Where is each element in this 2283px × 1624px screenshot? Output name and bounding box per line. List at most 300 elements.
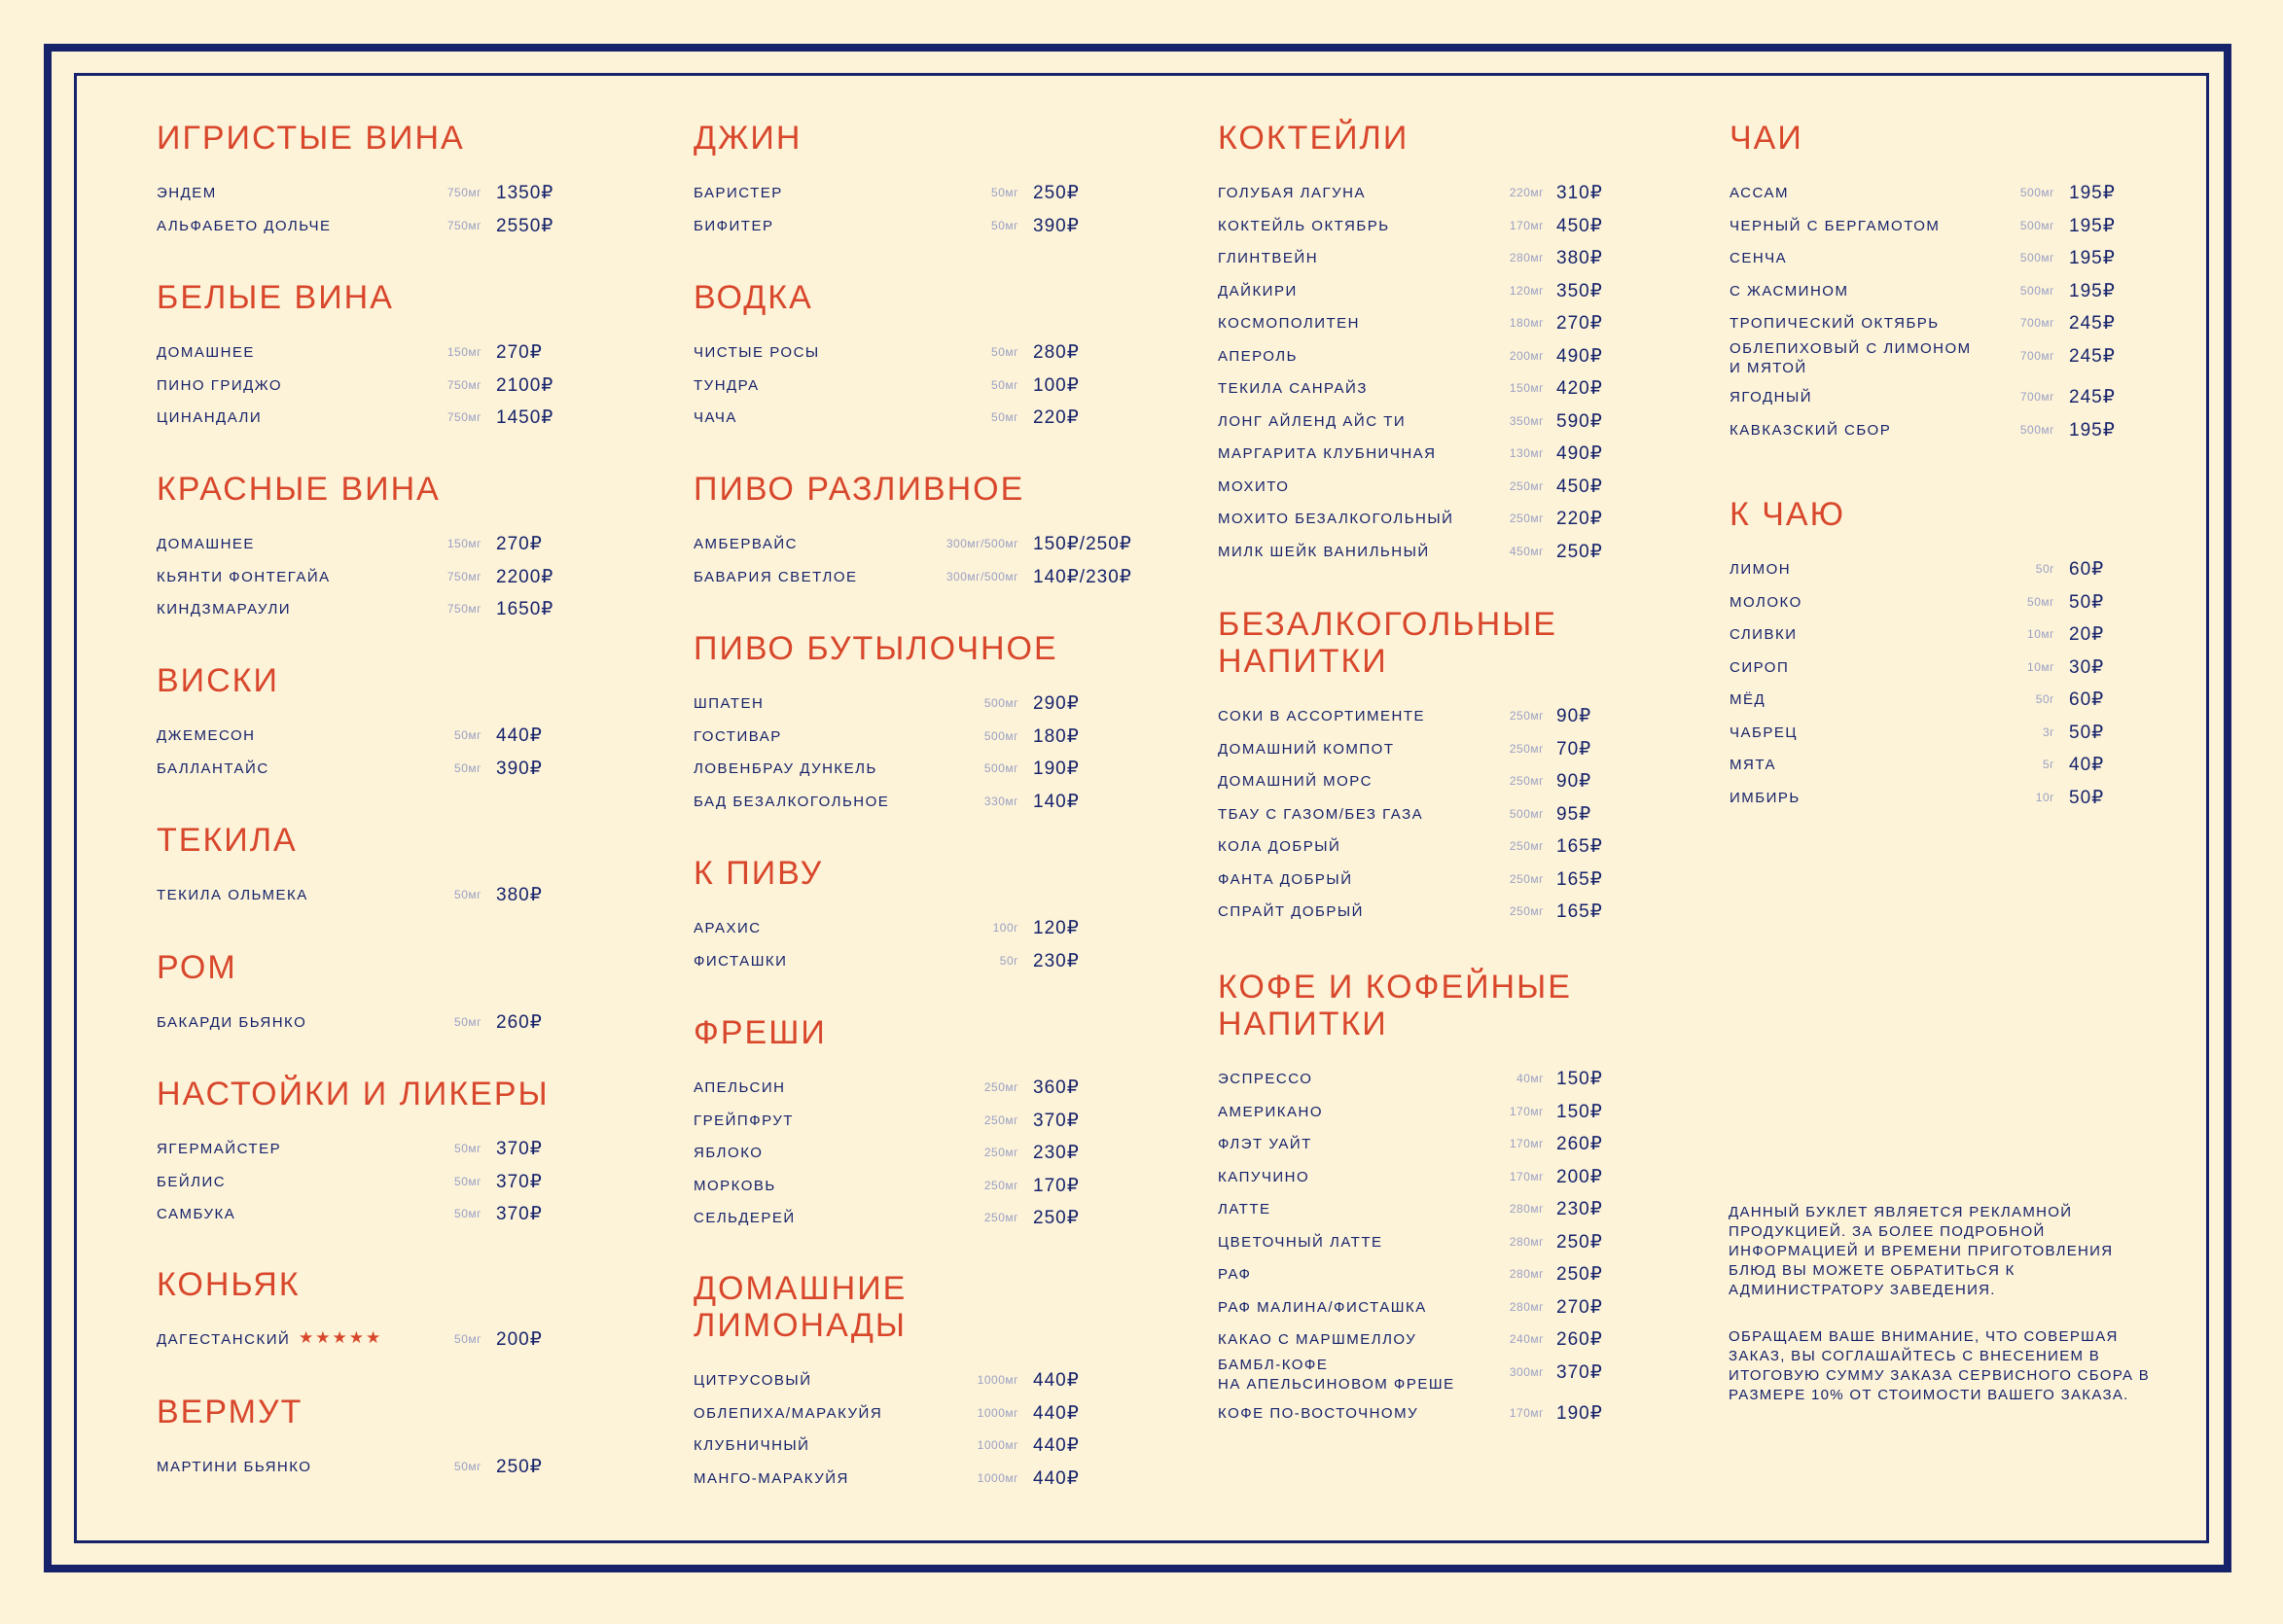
item-name: ЦИТРУСОВЫЙ (694, 1372, 812, 1389)
item-volume: 700мг (2019, 348, 2054, 363)
section-title (1730, 120, 1803, 157)
item-name: КАКАО С МАРШМЕЛЛОУ (1218, 1331, 1417, 1348)
item-volume: 50мг (991, 218, 1018, 232)
section-title (1218, 969, 1572, 1042)
item-price: 2100₽ (496, 374, 554, 396)
item-price: 450₽ (1556, 476, 1603, 497)
item-volume: 10г (2035, 790, 2054, 804)
item-price: 90₽ (1556, 771, 1592, 792)
item-name: СЛИВКИ (1730, 626, 1798, 643)
item-price: 390₽ (496, 758, 543, 779)
item-price: 50₽ (2069, 787, 2105, 808)
item-price: 450₽ (1556, 215, 1603, 236)
item-name: КОФЕ ПО-ВОСТОЧНОМУ (1218, 1405, 1419, 1422)
section-title-line: ДЖИН (694, 120, 803, 157)
item-volume: 450мг (1509, 544, 1544, 558)
item-volume: 250мг (983, 1112, 1018, 1127)
item-name: МОХИТО (1218, 477, 1290, 495)
item-volume: 750мг (446, 410, 482, 424)
item-price: 140₽ (1033, 791, 1080, 812)
item-price: 440₽ (1033, 1370, 1080, 1391)
item-price: 165₽ (1556, 868, 1603, 890)
section-title (157, 1076, 550, 1112)
item-volume: 50мг (454, 1207, 482, 1220)
item-volume: 50мг (991, 186, 1018, 199)
item-volume: 3г (2042, 724, 2054, 739)
item-volume: 300мг/500мг (945, 569, 1018, 583)
section-title (1218, 606, 1557, 680)
item-price: 370₽ (496, 1139, 543, 1159)
item-volume: 500мг (2019, 422, 2054, 437)
section-title-line: БЕЛЫЕ ВИНА (157, 279, 394, 316)
item-name: МОХИТО БЕЗАЛКОГОЛЬНЫЙ (1218, 511, 1454, 527)
item-price: 230₽ (1033, 1143, 1080, 1163)
item-price: 380₽ (1556, 248, 1603, 268)
item-volume: 50г (2035, 692, 2054, 706)
item-name: АРАХИС (694, 920, 762, 936)
item-volume: 750мг (446, 569, 482, 583)
item-price: 1650₽ (496, 599, 554, 619)
section-title-line: ФРЕШИ (694, 1014, 827, 1051)
item-volume: 150мг (446, 537, 482, 550)
ad-disclaimer-note: ДАННЫЙ БУКЛЕТ ЯВЛЯЕТСЯ РЕКЛАМНОЙ ПРОДУКЦИЕЙ. ЗА БОЛЕЕ ПОДРОБНОЙ ИНФОРМАЦИЕЙ И ВРЕМЕНИ ПРИГОТОВЛЕНИЯ БЛЮД ВЫ МОЖЕТЕ ОБРАТИТЬСЯ К АДМИНИСТРАТОРУ ЗАВЕДЕНИЯ. (1729, 1204, 2114, 1298)
section-title-line: НАСТОЙКИ И ЛИКЕРЫ (157, 1076, 550, 1112)
item-volume: 250мг (1509, 871, 1544, 886)
section-title (694, 279, 813, 316)
item-name: АПЕРОЛЬ (1218, 347, 1298, 365)
item-volume: 250мг (983, 1146, 1018, 1159)
item-volume: 50мг (454, 888, 482, 901)
item-price: 165₽ (1556, 836, 1603, 857)
section-title-line: КОНЬЯК (157, 1266, 301, 1303)
item-price: 370₽ (496, 1171, 543, 1192)
item-volume: 50мг (454, 1460, 482, 1473)
item-name: ЛИМОН (1730, 561, 1792, 578)
section-title-line: ВЕРМУТ (157, 1394, 303, 1430)
section-title-line: ТЕКИЛА (157, 822, 298, 859)
item-volume: 250мг (1509, 709, 1544, 723)
item-name: ТУНДРА (694, 376, 760, 394)
item-volume: 250мг (1509, 839, 1544, 853)
item-name: МОЛОКО (1730, 593, 1802, 611)
item-volume: 500мг (2019, 218, 2054, 232)
item-volume: 250мг (983, 1211, 1018, 1224)
section-title-line: КОФЕ И КОФЕЙНЫЕ (1218, 969, 1572, 1006)
item-volume: 100г (992, 921, 1018, 935)
item-price: 245₽ (2069, 345, 2116, 367)
item-price: 440₽ (1033, 1467, 1080, 1489)
item-volume: 170мг (1509, 1137, 1544, 1150)
section-title-line: К ПИВУ (694, 855, 824, 892)
item-name: ДОМАШНИЙ КОМПОТ (1218, 740, 1395, 758)
section-title (1218, 120, 1409, 157)
item-name: КОКТЕЙЛЬ ОКТЯБРЬ (1218, 217, 1390, 234)
item-name: АМЕРИКАНО (1218, 1103, 1324, 1120)
item-name: ЯБЛОКО (694, 1145, 764, 1161)
item-volume: 5г (2042, 758, 2054, 771)
item-volume: 170мг (1509, 1169, 1544, 1183)
item-price: 200₽ (496, 1329, 543, 1350)
item-volume: 500мг (2019, 283, 2054, 298)
section-title-line: КОКТЕЙЛИ (1218, 120, 1409, 157)
item-name: МЯТА (1730, 757, 1776, 773)
item-price: 1350₽ (496, 183, 554, 203)
item-name: ДОМАШНЕЕ (157, 536, 255, 552)
item-price: 245₽ (2069, 313, 2116, 334)
item-volume: 50мг (2027, 594, 2054, 609)
item-price: 170₽ (1033, 1175, 1080, 1196)
item-name: ЯГОДНЫЙ (1730, 389, 1813, 406)
item-price: 190₽ (1033, 759, 1080, 779)
item-name: БИФИТЕР (694, 217, 774, 234)
item-volume: 750мг (446, 186, 482, 199)
item-volume: 750мг (446, 377, 482, 392)
item-name: ЦИНАНДАЛИ (157, 409, 263, 426)
item-volume: 300мг/500мг (945, 537, 1018, 550)
item-name: ЧАЧА (694, 409, 737, 426)
item-price: 490₽ (1556, 345, 1603, 367)
item-price: 290₽ (1033, 693, 1080, 714)
item-name: КЛУБНИЧНЫЙ (694, 1437, 810, 1454)
item-volume: 250мг (1509, 904, 1544, 918)
item-price: 380₽ (496, 885, 543, 905)
item-volume: 500мг (2019, 186, 2054, 199)
item-name: КИНДЗМАРАУЛИ (157, 601, 292, 618)
item-volume: 170мг (1509, 218, 1544, 232)
item-name: СПРАЙТ ДОБРЫЙ (1218, 903, 1364, 920)
item-price: 165₽ (1556, 901, 1603, 922)
item-price: 440₽ (1033, 1435, 1080, 1456)
service-fee-note: ОБРАЩАЕМ ВАШЕ ВНИМАНИЕ, ЧТО СОВЕРШАЯ ЗАКАЗ, ВЫ СОГЛАШАЙТЕСЬ С ВНЕСЕНИЕМ В ИТОГОВУЮ СУММУ ЗАКАЗА СЕРВИСНОГО СБОРА В РАЗМЕРЕ 10% ОТ СТОИМОСТИ ВАШЕГО ЗАКАЗА. (1729, 1328, 2151, 1403)
item-name: ШПАТЕН (694, 695, 765, 712)
item-price: 250₽ (1033, 183, 1080, 203)
item-volume: 220мг (1509, 186, 1544, 199)
item-volume: 500мг (2019, 251, 2054, 265)
item-name: ДОМАШНИЙ МОРС (1218, 773, 1373, 790)
section-title (694, 120, 802, 157)
item-price: 440₽ (496, 725, 543, 746)
item-volume: 50мг (991, 410, 1018, 424)
item-name: КАПУЧИНО (1218, 1168, 1310, 1185)
section-title-line: НАПИТКИ (1218, 643, 1388, 680)
section-title-line: ИГРИСТЫЕ ВИНА (157, 120, 465, 157)
item-volume: 700мг (2019, 316, 2054, 330)
section-title (694, 855, 823, 892)
item-name: ИМБИРЬ (1730, 789, 1801, 806)
item-price: 220₽ (1556, 509, 1603, 529)
item-volume: 500мг (983, 761, 1018, 775)
item-name: ЧИСТЫЕ РОСЫ (694, 344, 820, 361)
item-volume: 300мг (1509, 1364, 1544, 1379)
item-price: 1450₽ (496, 407, 554, 428)
item-volume: 250мг (1509, 741, 1544, 756)
item-price: 590₽ (1556, 410, 1603, 432)
item-price: 2550₽ (496, 215, 554, 236)
item-name: РАФ (1218, 1266, 1252, 1283)
item-price: 100₽ (1033, 374, 1080, 396)
item-name: АПЕЛЬСИН (694, 1079, 786, 1096)
item-price: 350₽ (1556, 280, 1603, 301)
item-volume: 130мг (1509, 446, 1544, 460)
item-volume: 200мг (1509, 348, 1544, 363)
section-title-line: ВОДКА (694, 279, 813, 316)
section-title (694, 471, 1024, 508)
item-volume: 1000мг (977, 1405, 1018, 1420)
item-name: ЛОВЕНБРАУ ДУНКЕЛЬ (694, 760, 877, 777)
item-volume: 350мг (1509, 413, 1544, 428)
item-volume: 250мг (1509, 478, 1544, 493)
section-title-line: ДОМАШНИЕ (694, 1270, 908, 1307)
section-title-line: К ЧАЮ (1730, 496, 1845, 533)
section-title-line: НАПИТКИ (1218, 1006, 1388, 1042)
item-price: 60₽ (2069, 689, 2105, 710)
section-title-line: КРАСНЫЕ ВИНА (157, 471, 441, 508)
section-title-line: ПИВО РАЗЛИВНОЕ (694, 471, 1025, 508)
item-price: 370₽ (496, 1204, 543, 1224)
item-volume: 150мг (1509, 381, 1544, 395)
item-name: БАД БЕЗАЛКОГОЛЬНОЕ (694, 793, 890, 810)
item-price: 270₽ (496, 534, 543, 554)
item-name: МАНГО-МАРАКУЙЯ (694, 1469, 849, 1487)
item-volume: 250мг (983, 1080, 1018, 1094)
item-volume: 500мг (983, 696, 1018, 710)
item-name: ГЛИНТВЕЙН (1218, 250, 1319, 266)
item-price: 370₽ (1556, 1361, 1603, 1383)
item-price: 390₽ (1033, 215, 1080, 236)
item-name: ЭСПРЕССО (1218, 1071, 1313, 1087)
item-volume: 500мг (1509, 806, 1544, 821)
item-name: КОЛА ДОБРЫЙ (1218, 838, 1341, 855)
item-volume: 1000мг (977, 1373, 1018, 1387)
item-volume: 50мг (454, 1015, 482, 1029)
item-price: 260₽ (496, 1012, 543, 1033)
item-name: ЛОНГ АЙЛЕНД АЙС ТИ (1218, 412, 1407, 430)
item-price: 150₽ (1556, 1069, 1603, 1089)
item-name: ТРОПИЧЕСКИЙ ОКТЯБРЬ (1730, 315, 1940, 332)
item-name: ДЖЕМЕСОН (157, 727, 256, 744)
item-name: ЛАТТЕ (1218, 1201, 1271, 1218)
item-price: 180₽ (1033, 725, 1080, 747)
item-price: 230₽ (1556, 1199, 1603, 1219)
item-name: ЧЕРНЫЙ С БЕРГАМОТОМ (1730, 217, 1941, 234)
item-volume: 1000мг (977, 1470, 1018, 1485)
item-price: 360₽ (1033, 1077, 1080, 1098)
item-name: ДАГЕСТАНСКИЙ (157, 1331, 291, 1348)
item-name: ГОЛУБАЯ ЛАГУНА (1218, 185, 1367, 201)
item-name: РАФ МАЛИНА/ФИСТАШКА (1218, 1298, 1427, 1316)
item-volume: 50мг (454, 728, 482, 742)
item-volume: 250мг (1509, 512, 1544, 525)
section-title (157, 949, 237, 986)
item-volume: 750мг (446, 602, 482, 616)
item-name: СЕЛЬДЕРЕЙ (694, 1210, 796, 1226)
item-price: 50₽ (2069, 722, 2105, 743)
item-name: МОРКОВЬ (694, 1177, 776, 1194)
item-price: 250₽ (1556, 1231, 1603, 1253)
section-title (157, 1266, 301, 1303)
item-name: БАМБЛ-КОФЕ НА АПЕЛЬСИНОВОМ ФРЕШЕ (1218, 1356, 1455, 1393)
item-name: ЭНДЕМ (157, 185, 217, 201)
item-name: ТБАУ С ГАЗОМ/БЕЗ ГАЗА (1218, 805, 1424, 823)
item-name: АССАМ (1730, 185, 1790, 201)
item-name: ЧАБРЕЦ (1730, 724, 1798, 741)
rating-stars-icon: ★★★★★ (299, 1328, 383, 1347)
item-name: ФАНТА ДОБРЫЙ (1218, 870, 1353, 888)
section-title (157, 822, 298, 859)
item-price: 260₽ (1556, 1134, 1603, 1154)
item-name: МИЛК ШЕЙК ВАНИЛЬНЫЙ (1218, 543, 1430, 560)
item-price: 20₽ (2069, 624, 2105, 645)
item-name: ПИНО ГРИДЖО (157, 376, 282, 394)
item-name: МАРТИНИ БЬЯНКО (157, 1459, 312, 1475)
item-volume: 50мг (991, 377, 1018, 392)
inner-border (74, 73, 2209, 1543)
item-price: 120₽ (1033, 918, 1080, 938)
item-name: ТЕКИЛА ОЛЬМЕКА (157, 887, 308, 903)
item-volume: 10мг (2027, 659, 2054, 674)
item-name: ГРЕЙПФРУТ (694, 1112, 794, 1129)
item-name: ФЛЭТ УАЙТ (1218, 1136, 1312, 1152)
item-name: ЯГЕРМАЙСТЕР (157, 1141, 282, 1157)
item-price: 250₽ (1556, 541, 1603, 562)
item-name: ГОСТИВАР (694, 727, 782, 745)
item-name: С ЖАСМИНОМ (1730, 282, 1849, 300)
item-volume: 50мг (454, 760, 482, 775)
item-price: 140₽/230₽ (1033, 566, 1132, 587)
section-title (157, 1394, 303, 1430)
item-volume: 50мг (454, 1332, 482, 1346)
item-volume: 500мг (983, 728, 1018, 743)
item-volume: 170мг (1509, 1406, 1544, 1420)
item-volume: 250мг (983, 1178, 1018, 1192)
item-price: 270₽ (1556, 313, 1603, 334)
item-name: ОБЛЕПИХОВЫЙ С ЛИМОНОМ И МЯТОЙ (1730, 339, 1972, 376)
item-name: КАВКАЗСКИЙ СБОР (1730, 421, 1892, 439)
item-volume: 50мг (991, 345, 1018, 359)
item-price: 270₽ (496, 342, 543, 363)
item-price: 310₽ (1556, 183, 1603, 203)
item-name: ЦВЕТОЧНЫЙ ЛАТТЕ (1218, 1233, 1383, 1251)
item-price: 90₽ (1556, 706, 1592, 726)
item-price: 200₽ (1556, 1166, 1603, 1187)
item-volume: 120мг (1509, 283, 1544, 298)
item-volume: 40мг (1516, 1072, 1544, 1085)
item-price: 2200₽ (496, 566, 554, 587)
item-volume: 280мг (1509, 251, 1544, 265)
item-price: 60₽ (2069, 559, 2105, 580)
item-price: 70₽ (1556, 738, 1592, 759)
item-price: 195₽ (2069, 419, 2116, 441)
section-title (694, 630, 1058, 667)
item-price: 260₽ (1556, 1329, 1603, 1350)
item-price: 195₽ (2069, 248, 2116, 268)
section-title-line: ЧАИ (1730, 120, 1803, 157)
item-name: БАВАРИЯ СВЕТЛОЕ (694, 568, 858, 585)
section-title (157, 120, 465, 157)
section-title-line: БЕЗАЛКОГОЛЬНЫЕ (1218, 606, 1557, 643)
item-name: МАРГАРИТА КЛУБНИЧНАЯ (1218, 445, 1437, 462)
item-price: 250₽ (496, 1457, 543, 1477)
item-volume: 50мг (454, 1142, 482, 1155)
item-name: ДОМАШНЕЕ (157, 344, 255, 361)
item-price: 195₽ (2069, 215, 2116, 236)
item-name: ФИСТАШКИ (694, 952, 788, 970)
item-name: ОБЛЕПИХА/МАРАКУЙЯ (694, 1404, 883, 1422)
item-name: БАКАРДИ БЬЯНКО (157, 1014, 307, 1031)
item-name: АМБЕРВАЙС (694, 536, 798, 552)
item-name: СОКИ В АССОРТИМЕНТЕ (1218, 708, 1425, 724)
item-name: КОСМОПОЛИТЕН (1218, 315, 1360, 332)
item-name: ДАЙКИРИ (1218, 282, 1298, 300)
item-price: 490₽ (1556, 443, 1603, 464)
item-name: БЕЙЛИС (157, 1173, 227, 1190)
item-volume: 170мг (1509, 1104, 1544, 1118)
item-price: 440₽ (1033, 1402, 1080, 1424)
item-volume: 10мг (2027, 627, 2054, 641)
item-volume: 240мг (1509, 1332, 1544, 1346)
item-price: 195₽ (2069, 183, 2116, 203)
item-price: 370₽ (1033, 1110, 1080, 1131)
item-name: АЛЬФАБЕТО ДОЛЬЧЕ (157, 217, 332, 234)
section-title (157, 279, 394, 316)
item-volume: 180мг (1509, 316, 1544, 330)
section-title (157, 662, 279, 699)
item-volume: 330мг (983, 794, 1018, 808)
item-price: 150₽ (1556, 1101, 1603, 1122)
section-title (157, 471, 441, 508)
item-volume: 1000мг (977, 1438, 1018, 1452)
section-title-line: ВИСКИ (157, 662, 279, 699)
section-title (1730, 496, 1845, 533)
item-name: МЁД (1730, 691, 1766, 708)
item-volume: 750мг (446, 218, 482, 232)
item-price: 250₽ (1033, 1208, 1080, 1228)
item-volume: 280мг (1509, 1234, 1544, 1249)
item-volume: 280мг (1509, 1299, 1544, 1314)
item-name: БАЛЛАНТАЙС (157, 759, 269, 777)
item-volume: 50г (999, 953, 1018, 968)
item-price: 40₽ (2069, 755, 2105, 775)
item-price: 250₽ (1556, 1264, 1603, 1285)
item-name: СИРОП (1730, 658, 1790, 676)
item-price: 230₽ (1033, 950, 1080, 971)
item-price: 220₽ (1033, 407, 1080, 428)
item-volume: 50г (2035, 562, 2054, 576)
item-name: САМБУКА (157, 1206, 236, 1222)
item-price: 190₽ (1556, 1403, 1603, 1424)
item-volume: 150мг (446, 345, 482, 359)
item-price: 245₽ (2069, 387, 2116, 407)
item-price: 150₽/250₽ (1033, 534, 1132, 554)
item-volume: 280мг (1509, 1267, 1544, 1281)
item-price: 95₽ (1556, 803, 1592, 825)
section-title-line: ПИВО БУТЫЛОЧНОЕ (694, 630, 1058, 667)
item-name: БАРИСТЕР (694, 185, 783, 201)
section-title (694, 1014, 827, 1051)
item-price: 280₽ (1033, 342, 1080, 363)
item-name: КЬЯНТИ ФОНТЕГАЙА (157, 568, 331, 585)
item-price: 50₽ (2069, 591, 2105, 613)
item-volume: 250мг (1509, 774, 1544, 788)
item-volume: 50мг (454, 1174, 482, 1188)
item-volume: 280мг (1509, 1202, 1544, 1216)
section-title (694, 1270, 907, 1344)
section-title-line: РОМ (157, 949, 237, 986)
item-price: 420₽ (1556, 378, 1603, 399)
section-title-line: ЛИМОНАДЫ (694, 1307, 908, 1344)
item-name: ТЕКИЛА САНРАЙЗ (1218, 380, 1368, 397)
item-price: 195₽ (2069, 280, 2116, 301)
